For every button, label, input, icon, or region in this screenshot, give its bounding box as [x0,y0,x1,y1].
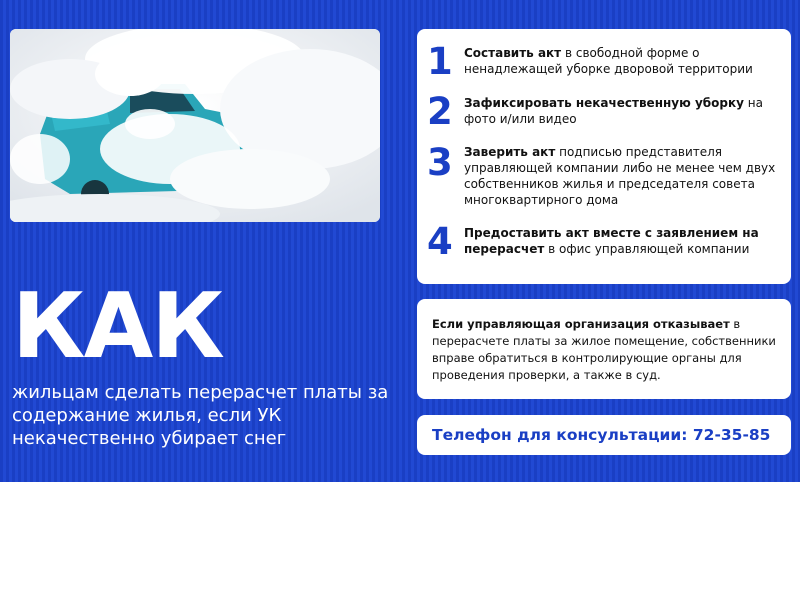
step-bold: Предоставить акт вместе с заявлением на перерасчет [464,226,759,256]
step-bold: Зафиксировать некачественную уборку [464,96,744,110]
step-rest: подписью представителя управляющей компании либо не менее чем двух собственников жилья и председателя совета многоквартирного дома [464,145,776,207]
step-number: 3 [427,141,453,184]
step-rest: в свободной форме о ненадлежащей уборке дворовой территории [464,46,753,76]
step-number: 4 [427,220,453,263]
step-text [464,95,786,127]
step-text [464,45,786,77]
step-rest: в офис управляющей компании [544,242,750,256]
phone-number[interactable]: Телефон для консультации: 72-35-85 [432,426,771,444]
step-bold: Заверить акт [464,145,556,159]
step-number: 1 [427,40,453,83]
step-bold: Составить акт [464,46,562,60]
phone-card [417,415,791,455]
info-rest: в перерасчете платы за жилое помещение, собственники вправе обратиться в контролирующие органы для проведения проверки, а также в суд. [432,317,776,382]
step-rest: на фото и/или видео [464,96,763,126]
step-text [464,144,786,208]
steps-card [417,29,791,284]
step-number: 2 [427,90,453,133]
headline-subtitle: жильцам сделать перерасчет платы за содержание жилья, если УК некачественно убирает снег [12,382,389,449]
info-card [417,299,791,399]
step-text [464,225,786,257]
snow-car-photo [10,29,380,222]
headline-title: КАК [12,274,223,379]
info-bold: Если управляющая организация отказывает [432,317,730,331]
info-text [432,316,787,384]
